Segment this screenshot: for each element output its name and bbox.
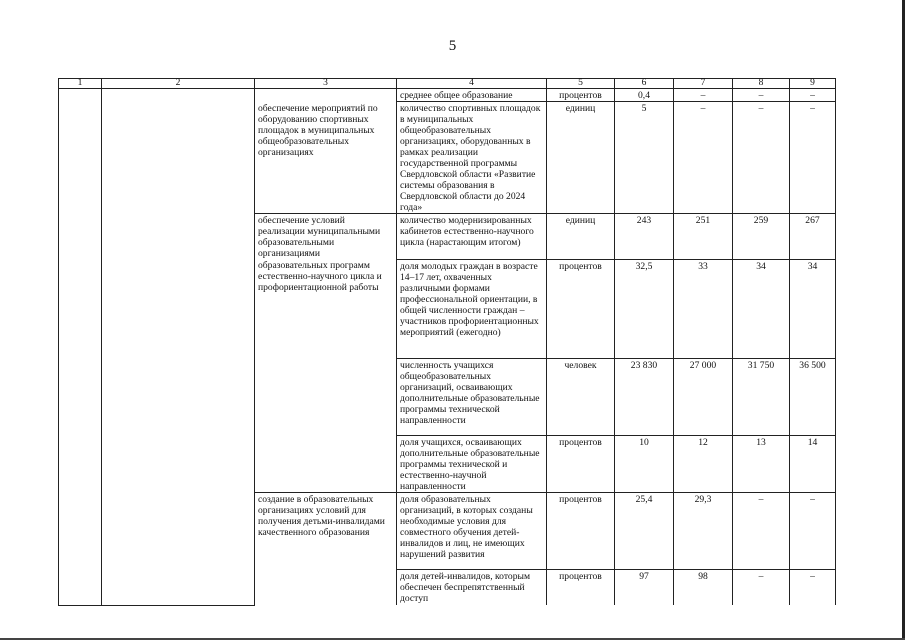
value-cell: 34 [733, 259, 790, 358]
value-cell: 243 [615, 214, 674, 260]
value-cell: 34 [790, 259, 836, 358]
unit-cell: человек [547, 358, 615, 435]
value-cell: 13 [733, 435, 790, 492]
value-cell: 98 [674, 569, 733, 605]
task-cell: создание в образовательных организациях условий для получения детьми-инвалидами качественного образования [255, 492, 397, 569]
unit-cell: процентов [547, 569, 615, 605]
header-cell: 3 [255, 79, 397, 89]
indicator-cell: среднее общее образование [397, 89, 547, 102]
header-cell: 9 [790, 79, 836, 89]
indicators-table [58, 78, 836, 606]
unit-cell: процентов [547, 492, 615, 569]
col1-cell [59, 89, 102, 606]
unit-cell: единиц [547, 214, 615, 260]
header-cell: 5 [547, 79, 615, 89]
value-cell: 25,4 [615, 492, 674, 569]
task-cell [255, 358, 397, 435]
value-cell: 0,4 [615, 89, 674, 102]
unit-cell: процентов [547, 89, 615, 102]
task-cell [255, 89, 397, 102]
value-cell: – [674, 102, 733, 214]
value-cell: 5 [615, 102, 674, 214]
col2-cell [102, 89, 255, 606]
header-cell: 2 [102, 79, 255, 89]
value-cell: – [674, 89, 733, 102]
value-cell: – [790, 89, 836, 102]
header-cell: 4 [397, 79, 547, 89]
value-cell: 259 [733, 214, 790, 260]
indicator-cell: доля образовательных организаций, в которых созданы необходимые условия для совместного обучения детей-инвалидов и лиц, не имеющих нарушений развития [397, 492, 547, 569]
unit-cell: процентов [547, 435, 615, 492]
indicator-cell: доля детей-инвалидов, которым обеспечен беспрепятственный доступ [397, 569, 547, 605]
task-cell [255, 435, 397, 492]
value-cell: 27 000 [674, 358, 733, 435]
value-cell: 33 [674, 259, 733, 358]
value-cell: 31 750 [733, 358, 790, 435]
value-cell: 29,3 [674, 492, 733, 569]
indicator-cell: доля учащихся, осваивающих дополнительные образовательные программы технической и естественно-научной направленности [397, 435, 547, 492]
value-cell: 12 [674, 435, 733, 492]
indicator-cell: доля молодых граждан в возрасте 14–17 лет, охваченных различными формами профессиональной ориентации, в общей численности граждан – участников профориентационных мероприятий (ежегодно) [397, 259, 547, 358]
value-cell: 251 [674, 214, 733, 260]
task-cell: образовательных программ естественно-научного цикла и профориентационной работы [255, 259, 397, 358]
task-cell: обеспечение мероприятий по оборудованию спортивных площадок в муниципальных общеобразовательных организациях [255, 102, 397, 214]
task-cell [255, 569, 397, 605]
value-cell: 267 [790, 214, 836, 260]
value-cell: – [733, 89, 790, 102]
value-cell: 97 [615, 569, 674, 605]
unit-cell: единиц [547, 102, 615, 214]
value-cell: – [790, 102, 836, 214]
value-cell: – [790, 569, 836, 605]
header-cell: 7 [674, 79, 733, 89]
value-cell: – [733, 569, 790, 605]
value-cell: – [733, 102, 790, 214]
task-cell: обеспечение условий реализации муниципальными образовательными организациями [255, 214, 397, 260]
value-cell: 14 [790, 435, 836, 492]
unit-cell: процентов [547, 259, 615, 358]
value-cell: 36 500 [790, 358, 836, 435]
value-cell: 23 830 [615, 358, 674, 435]
indicator-cell: численность учащихся общеобразовательных организаций, осваивающих дополнительные образовательные программы технической направленности [397, 358, 547, 435]
header-cell: 1 [59, 79, 102, 89]
indicator-cell: количество модернизированных кабинетов естественно-научного цикла (нарастающим итогом) [397, 214, 547, 260]
indicator-cell: количество спортивных площадок в муниципальных общеобразовательных организациях, оборудованных в рамках реализации государственной программы Свердловской области «Развитие системы образования в Свердловской области до 2024 года» [397, 102, 547, 214]
table-header-row [59, 79, 836, 89]
value-cell: – [733, 492, 790, 569]
page-number: 5 [448, 38, 457, 54]
table-row [59, 89, 836, 102]
header-cell: 6 [615, 79, 674, 89]
value-cell: 10 [615, 435, 674, 492]
value-cell: 32,5 [615, 259, 674, 358]
value-cell: – [790, 492, 836, 569]
header-cell: 8 [733, 79, 790, 89]
